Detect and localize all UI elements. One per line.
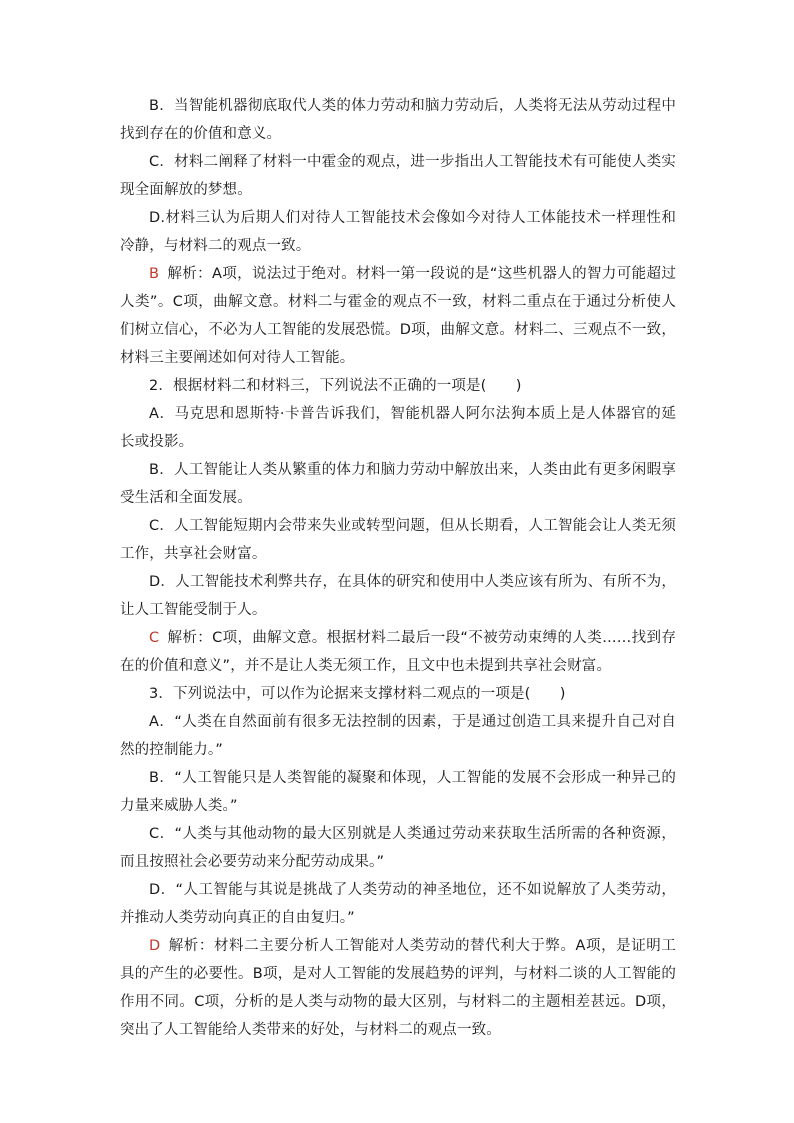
analysis-q3 (120, 932, 676, 1044)
document-page (120, 92, 676, 1044)
option-b-q1: B．当智能机器彻底取代人类的体力劳动和脑力劳动后，人类将无法从劳动过程中找到存在的价值和意义。 (120, 98, 676, 142)
analysis-q2 (120, 624, 676, 680)
question-3: 3．下列说法中，可以作为论据来支撑材料二观点的一项是( ) (149, 686, 566, 702)
analysis-text: 解析：材料二主要分析人工智能对人类劳动的替代利大于弊。A项，是证明工具的产生的必要性。B项，是对人工智能的发展趋势的评判，与材料二谈的人工智能的作用不同。C项，分析的是人类与动物的最大区别，与材料二的主题相差甚远。D项，突出了人工智能给人类带来的好处，与材料二的观点一致。 (120, 938, 676, 1038)
option-a-q2: A．马克思和恩斯特·卡普告诉我们，智能机器人阿尔法狗本质上是人体器官的延长或投影。 (120, 406, 676, 450)
option-c-q1: C．材料二阐释了材料一中霍金的观点，进一步指出人工智能技术有可能使人类实现全面解放的梦想。 (120, 154, 676, 198)
analysis-text: 解析：C项，曲解文意。根据材料二最后一段“不被劳动束缚的人类……找到存在的价值和意义”，并不是让人类无须工作，且文中也未提到共享社会财富。 (120, 630, 676, 674)
analysis-q1 (120, 260, 676, 372)
option-c-q3: C．“人类与其他动物的最大区别就是人类通过劳动来获取生活所需的各种资源，而且按照社会必要劳动来分配劳动成果。” (120, 826, 676, 870)
option-b-q3: B．“人工智能只是人类智能的凝聚和体现，人工智能的发展不会形成一种异己的力量来威胁人类。” (120, 770, 676, 814)
option-d-q2: D．人工智能技术利弊共存，在具体的研究和使用中人类应该有所为、有所不为，让人工智能受制于人。 (120, 574, 676, 618)
option-c-q2: C．人工智能短期内会带来失业或转型问题，但从长期看，人工智能会让人类无须工作，共享社会财富。 (120, 518, 676, 562)
answer-letter: D (149, 938, 161, 954)
option-b-q2: B．人工智能让人类从繁重的体力和脑力劳动中解放出来，人类由此有更多闲暇享受生活和全面发展。 (120, 462, 676, 506)
option-a-q3: A．“人类在自然面前有很多无法控制的因素，于是通过创造工具来提升自己对自然的控制能力。” (120, 714, 676, 758)
question-2: 2．根据材料二和材料三，下列说法不正确的一项是( ) (149, 378, 522, 394)
option-d-q1: D.材料三认为后期人们对待人工智能技术会像如今对待人工体能技术一样理性和冷静，与材料二的观点一致。 (120, 210, 676, 254)
answer-letter: C (149, 630, 160, 646)
option-d-q3: D．“人工智能与其说是挑战了人类劳动的神圣地位，还不如说解放了人类劳动，并推动人类劳动向真正的自由复归。” (120, 882, 676, 926)
answer-letter: B (149, 266, 160, 282)
analysis-text: 解析：A项，说法过于绝对。材料一第一段说的是“这些机器人的智力可能超过人类”。C项，曲解文意。材料二与霍金的观点不一致，材料二重点在于通过分析使人们树立信心，不必为人工智能的发展恐慌。D项，曲解文意。材料二、三观点不一致，材料三主要阐述如何对待人工智能。 (120, 266, 676, 366)
